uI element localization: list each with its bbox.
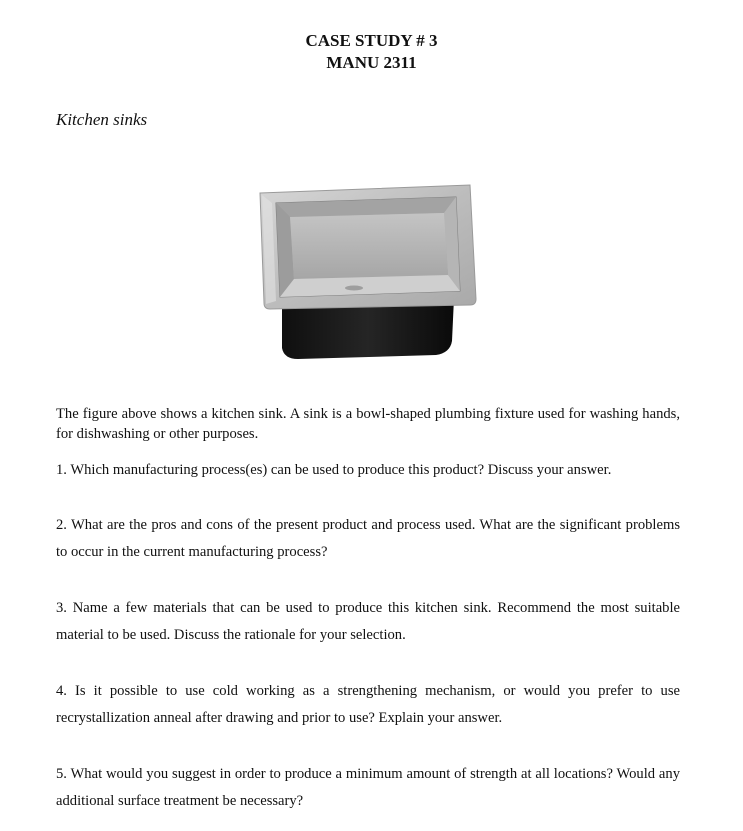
question-1: 1. Which manufacturing process(es) can be used to produce this product? Discuss your answer. (56, 462, 612, 478)
course-code: MANU 2311 (326, 53, 417, 72)
question-4: 4. Is it possible to use cold working as a strengthening mechanism, or would you prefer to use recrystallization anneal after drawing and prior to use? Explain your answer. (56, 683, 680, 726)
intro-paragraph: The figure above shows a kitchen sink. A sink is a bowl-shaped plumbing fixture used for washing hands, for dishwashing or other purposes. (56, 406, 680, 442)
question-3: 3. Name a few materials that can be used to produce this kitchen sink. Recommend the most suitable material to be used. Discuss the rationale for your selection. (56, 600, 680, 643)
kitchen-sink-image (258, 183, 478, 363)
section-title: Kitchen sinks (56, 110, 148, 129)
drain (345, 286, 363, 291)
document-title (0, 30, 743, 74)
question-5: 5. What would you suggest in order to produce a minimum amount of strength at all locations? Would any additional surface treatment be necessary? (56, 766, 680, 809)
question-2: 2. What are the pros and cons of the present product and process used. What are the significant problems to occur in the current manufacturing process? (56, 517, 680, 560)
case-study-heading: CASE STUDY # 3 (305, 31, 438, 50)
